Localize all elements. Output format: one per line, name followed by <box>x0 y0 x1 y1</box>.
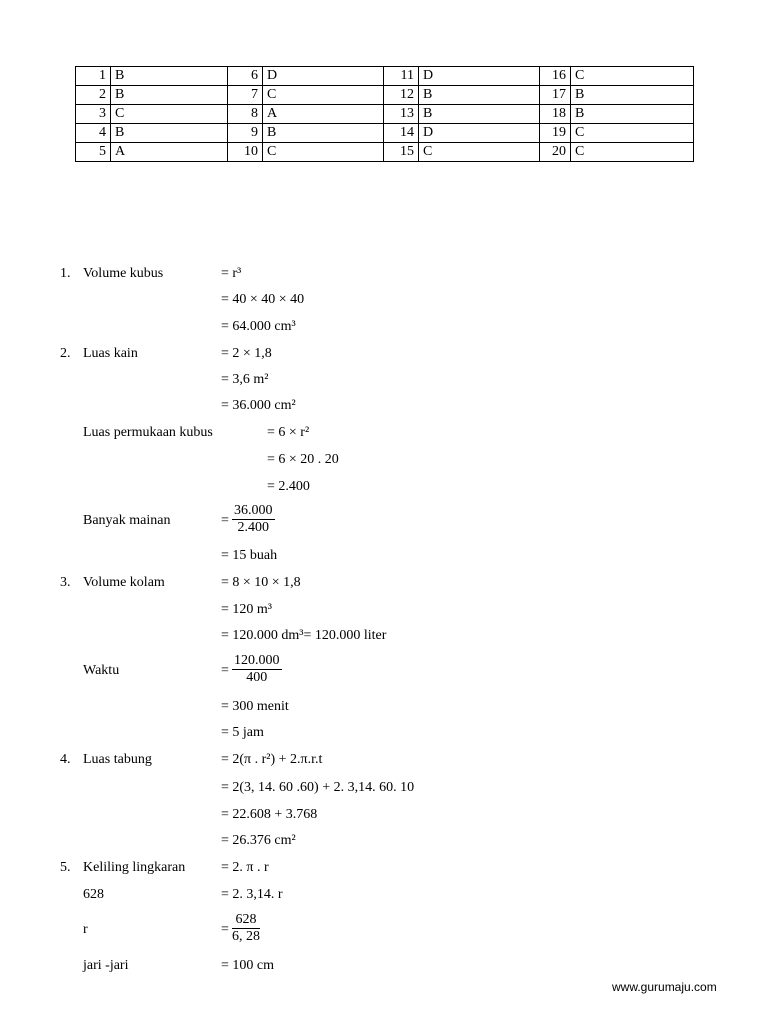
equation-step: = 2(π . r²) + 2.π.r.t <box>221 752 323 767</box>
fraction-numerator: 628 <box>232 912 260 929</box>
fraction-denominator: 400 <box>246 670 268 685</box>
question-number: 15 <box>384 143 419 162</box>
question-number: 12 <box>384 86 419 105</box>
equation-step: = 120 m³ <box>221 602 272 617</box>
answer-letter: D <box>419 124 540 143</box>
answer-letter: A <box>263 105 384 124</box>
equation-step: = 120.000 dm³= 120.000 liter <box>221 628 387 643</box>
equation-step: = 100 cm <box>221 958 274 973</box>
equation-step: = 22.608 + 3.768 <box>221 807 318 822</box>
fraction-denominator: 6, 28 <box>232 929 260 944</box>
sub-label: jari -jari <box>83 958 129 973</box>
answer-letter: B <box>111 86 228 105</box>
equation-step: = 64.000 cm³ <box>221 319 296 334</box>
question-number: 6 <box>228 67 263 86</box>
answer-letter: C <box>571 124 694 143</box>
equation-step: = 8 × 10 × 1,8 <box>221 575 301 590</box>
answer-letter: A <box>111 143 228 162</box>
sub-label: 628 <box>83 887 104 902</box>
fraction <box>232 503 275 536</box>
equals-sign: = <box>221 663 229 678</box>
question-number: 9 <box>228 124 263 143</box>
problem-label: Volume kolam <box>83 575 165 590</box>
sub-label: Luas permukaan kubus <box>83 425 213 440</box>
fraction-denominator: 2.400 <box>237 520 269 535</box>
equation-step: = 2.400 <box>267 479 310 494</box>
question-number: 3 <box>76 105 111 124</box>
fraction <box>232 912 260 945</box>
equation-step: = 5 jam <box>221 725 264 740</box>
question-number: 18 <box>540 105 571 124</box>
question-number: 8 <box>228 105 263 124</box>
question-number: 2 <box>76 86 111 105</box>
problem-number: 4. <box>60 752 71 767</box>
fraction-numerator: 120.000 <box>234 653 280 668</box>
problem-number: 2. <box>60 346 71 361</box>
equation-step: = 2. 3,14. r <box>221 887 283 902</box>
question-number: 17 <box>540 86 571 105</box>
equation-step: = 6 × r² <box>267 425 310 440</box>
answer-letter: C <box>571 143 694 162</box>
question-number: 4 <box>76 124 111 143</box>
problem-number: 5. <box>60 860 71 875</box>
equation-step: = 2(3, 14. 60 .60) + 2. 3,14. 60. 10 <box>221 780 415 795</box>
problem-label: Keliling lingkaran <box>83 860 186 875</box>
problem-label: Volume kubus <box>83 266 164 281</box>
problem-label: Luas kain <box>83 346 138 361</box>
sub-label: r <box>83 922 88 937</box>
question-number: 13 <box>384 105 419 124</box>
answer-letter: B <box>571 86 694 105</box>
fraction-numerator: 36.000 <box>234 503 273 518</box>
equation-step: = r³ <box>221 266 242 281</box>
answer-letter: B <box>419 86 540 105</box>
equation-step: = 2. π . r <box>221 860 269 875</box>
answer-letter: B <box>419 105 540 124</box>
question-number: 20 <box>540 143 571 162</box>
question-number: 19 <box>540 124 571 143</box>
question-number: 7 <box>228 86 263 105</box>
problem-number: 1. <box>60 266 71 281</box>
sub-label: Banyak mainan <box>83 513 171 528</box>
question-number: 1 <box>76 67 111 86</box>
problem-label: Luas tabung <box>83 752 152 767</box>
sub-label: Waktu <box>83 663 120 678</box>
equation-step: = 26.376 cm² <box>221 833 296 848</box>
question-number: 16 <box>540 67 571 86</box>
answer-letter: B <box>263 124 384 143</box>
footer-watermark: www.gurumaju.com <box>612 980 717 994</box>
question-number: 14 <box>384 124 419 143</box>
problem-number: 3. <box>60 575 71 590</box>
fraction <box>232 653 282 686</box>
answer-letter: D <box>263 67 384 86</box>
answer-letter: C <box>111 105 228 124</box>
equation-step: = 36.000 cm² <box>221 398 296 413</box>
equation-step: = 300 menit <box>221 699 289 714</box>
equals-sign: = <box>221 513 229 528</box>
answer-letter: C <box>263 86 384 105</box>
question-number: 5 <box>76 143 111 162</box>
equation-step: = 40 × 40 × 40 <box>221 292 305 307</box>
equals-sign: = <box>221 922 229 937</box>
equation-step: = 6 × 20 . 20 <box>267 452 339 467</box>
equation-step: = 15 buah <box>221 548 278 563</box>
answer-letter: B <box>571 105 694 124</box>
equation-step: = 2 × 1,8 <box>221 346 272 361</box>
answer-letter: C <box>263 143 384 162</box>
answer-letter: C <box>419 143 540 162</box>
answer-letter: C <box>571 67 694 86</box>
answer-letter: B <box>111 124 228 143</box>
answer-letter: B <box>111 67 228 86</box>
question-number: 11 <box>384 67 419 86</box>
answer-letter: D <box>419 67 540 86</box>
equation-step: = 3,6 m² <box>221 372 269 387</box>
question-number: 10 <box>228 143 263 162</box>
